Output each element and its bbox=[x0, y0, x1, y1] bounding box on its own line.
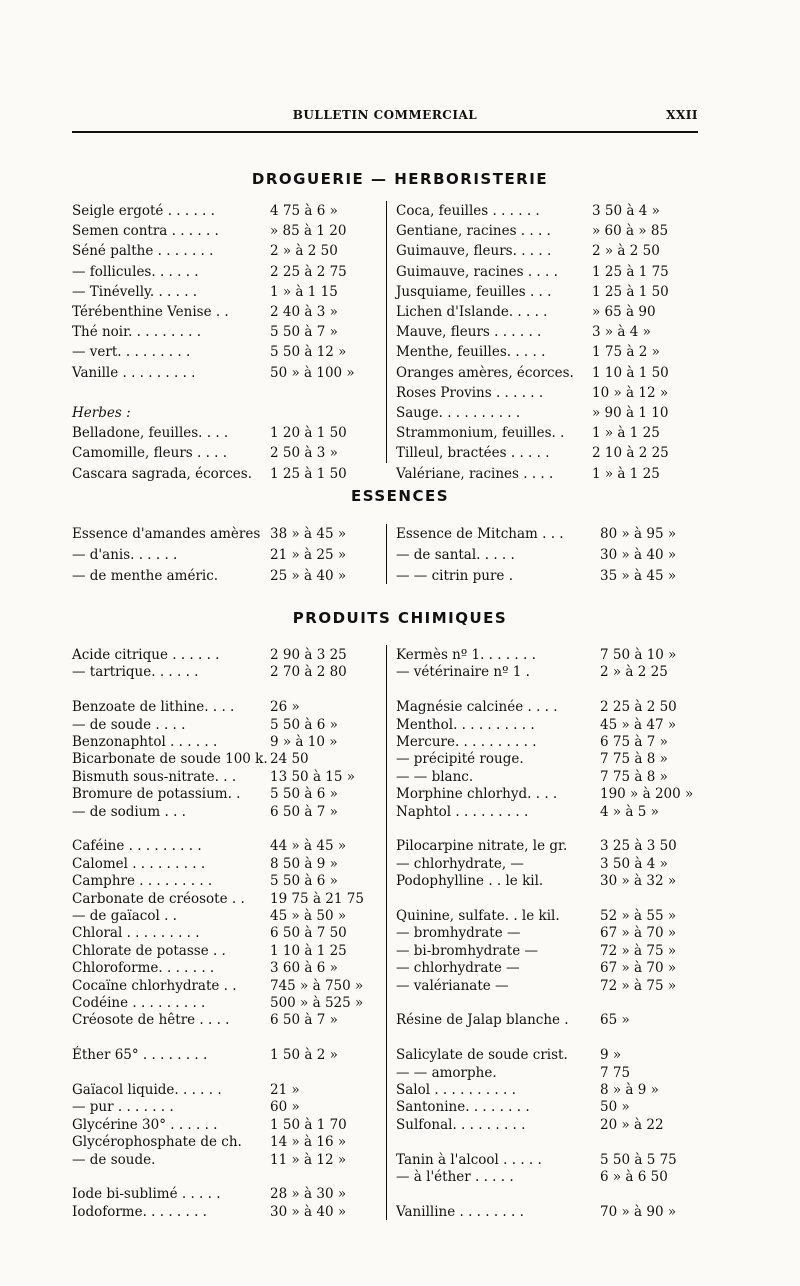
price-range: 10 » à 12 » bbox=[592, 384, 669, 401]
price-row bbox=[72, 423, 372, 443]
product-name: Quinine, sulfate. . le kil. bbox=[396, 908, 560, 924]
price-range: 3 25 à 3 50 bbox=[600, 838, 677, 855]
product-name: Iodoforme. . . . . . . . bbox=[72, 1203, 207, 1220]
price-range: 6 50 à 7 » bbox=[270, 1012, 338, 1029]
product-name: Chloral . . . . . . . . . bbox=[72, 925, 200, 942]
price-row bbox=[72, 1202, 372, 1222]
product-name: Mauve, fleurs . . . . . . bbox=[396, 324, 542, 341]
product-name: Semen contra . . . . . . bbox=[72, 223, 219, 240]
price-range: 30 » à 40 » bbox=[270, 1203, 347, 1220]
product-name: Carbonate de créosote . . bbox=[72, 890, 245, 907]
essences-right-column bbox=[396, 524, 700, 584]
product-name: — — blanc. bbox=[396, 768, 474, 785]
section-title-produits-chimiques: PRODUITS CHIMIQUES bbox=[292, 609, 508, 627]
product-name: — pur . . . . . . . bbox=[72, 1099, 174, 1116]
product-name: — de soude. bbox=[72, 1151, 156, 1168]
price-range: 190 » à 200 » bbox=[600, 786, 694, 803]
price-range: 14 » à 16 » bbox=[270, 1134, 347, 1151]
product-name: Magnésie calcinée . . . . bbox=[396, 699, 558, 716]
product-name: — de menthe améric. bbox=[72, 568, 219, 584]
price-row bbox=[396, 545, 700, 565]
price-range: 3 » à 4 » bbox=[592, 324, 651, 341]
product-name: Guimauve, racines . . . . bbox=[396, 263, 558, 280]
price-range: 5 50 à 12 » bbox=[270, 344, 347, 361]
price-range: 2 90 à 3 25 bbox=[270, 647, 347, 663]
product-name: — d'anis. . . . . . bbox=[72, 547, 178, 563]
price-row bbox=[396, 201, 700, 221]
price-range: 500 » à 525 » bbox=[270, 995, 364, 1011]
price-row bbox=[396, 464, 700, 484]
product-name: — de sodium . . . bbox=[72, 803, 186, 820]
product-name: Gaïacol liquide. . . . . . bbox=[72, 1082, 222, 1098]
price-row bbox=[72, 545, 372, 565]
product-name: Roses Provins . . . . . . bbox=[396, 384, 544, 401]
price-row bbox=[396, 221, 700, 241]
price-row bbox=[72, 302, 372, 322]
product-name: Benzoate de lithine. . . . bbox=[72, 699, 235, 716]
price-range: 6 50 à 7 50 bbox=[270, 925, 347, 942]
product-name: Bicarbonate de soude 100 k. bbox=[72, 751, 268, 768]
product-name: Cocaïne chlorhydrate . . bbox=[72, 977, 237, 994]
produits-left-column bbox=[72, 645, 372, 1225]
price-range: 1 75 à 2 » bbox=[592, 344, 660, 361]
price-range: 5 50 à 7 » bbox=[270, 324, 338, 341]
product-name: Menthe, feuilles. . . . . bbox=[396, 344, 546, 361]
price-range: 1 » à 1 25 bbox=[592, 425, 660, 442]
price-row bbox=[72, 443, 372, 463]
header-rule bbox=[72, 131, 698, 133]
product-name: Guimauve, fleurs. . . . . bbox=[396, 243, 552, 260]
price-range: » 90 à 1 10 bbox=[592, 405, 669, 421]
price-row bbox=[396, 423, 700, 443]
price-range: 45 » à 50 » bbox=[270, 908, 347, 924]
price-row bbox=[72, 566, 372, 586]
price-range: 45 » à 47 » bbox=[600, 716, 677, 733]
price-range: 50 » à 100 » bbox=[270, 364, 355, 381]
price-range: 3 50 à 4 » bbox=[600, 855, 668, 872]
produits-right-column bbox=[396, 645, 700, 1225]
section-title-essences: ESSENCES bbox=[350, 487, 450, 505]
product-name: Camomille, fleurs . . . . bbox=[72, 445, 228, 462]
price-row bbox=[72, 363, 372, 383]
section-title-droguerie: DROGUERIE — HERBORISTERIE bbox=[251, 170, 549, 188]
price-row bbox=[396, 403, 700, 423]
price-range: 1 25 à 1 75 bbox=[592, 263, 669, 280]
product-name: Valériane, racines . . . . bbox=[396, 465, 554, 482]
product-name: — à l'éther . . . . . bbox=[396, 1169, 514, 1185]
bulletin-title: BULLETIN COMMERCIAL bbox=[292, 108, 478, 122]
product-name: — vétérinaire nº 1 . bbox=[396, 664, 530, 681]
product-name: Glycérophosphate de ch. bbox=[72, 1134, 242, 1151]
price-range: 30 » à 40 » bbox=[600, 547, 677, 563]
product-name: Podophylline . . le kil. bbox=[396, 873, 544, 890]
price-row bbox=[72, 221, 372, 241]
running-header bbox=[72, 108, 698, 128]
price-range: 9 » à 10 » bbox=[270, 734, 338, 750]
product-name: Menthol. . . . . . . . . . bbox=[396, 716, 535, 733]
price-row bbox=[396, 302, 700, 322]
product-name: Santonine. . . . . . . . bbox=[396, 1099, 530, 1116]
price-range: 1 25 à 1 50 bbox=[270, 465, 347, 482]
price-range: 1 10 à 1 25 bbox=[270, 942, 347, 959]
product-name: Seigle ergoté . . . . . . bbox=[72, 203, 215, 219]
price-range: 9 » bbox=[600, 1047, 622, 1064]
price-range: 1 50 à 2 » bbox=[270, 1047, 338, 1064]
product-name: Cascara sagrada, écorces. bbox=[72, 465, 253, 482]
price-range: 26 » bbox=[270, 699, 300, 716]
price-row bbox=[72, 383, 372, 403]
column-divider bbox=[386, 645, 387, 1220]
price-row bbox=[396, 363, 700, 383]
price-range: 28 » à 30 » bbox=[270, 1186, 347, 1203]
price-range: 7 75 à 8 » bbox=[600, 751, 668, 768]
price-range: 2 » à 2 25 bbox=[600, 664, 668, 681]
price-range: 745 » à 750 » bbox=[270, 977, 364, 994]
product-name: Calomel . . . . . . . . . bbox=[72, 855, 206, 872]
price-range: 50 » bbox=[600, 1099, 630, 1116]
price-range: 8 50 à 9 » bbox=[270, 855, 338, 872]
product-name: Herbes : bbox=[72, 405, 131, 421]
column-divider bbox=[386, 201, 387, 463]
product-name: Tilleul, bractées . . . . . bbox=[396, 445, 550, 462]
price-range: 2 » à 2 50 bbox=[270, 243, 338, 260]
price-row bbox=[396, 262, 700, 282]
price-range: 52 » à 55 » bbox=[600, 908, 677, 924]
price-row bbox=[72, 322, 372, 342]
price-range: 72 » à 75 » bbox=[600, 977, 677, 994]
price-range: 1 10 à 1 50 bbox=[592, 364, 669, 381]
product-name: Vanille . . . . . . . . . bbox=[72, 364, 196, 381]
product-name: Jusquiame, feuilles . . . bbox=[396, 283, 552, 300]
product-name: Salol . . . . . . . . . . bbox=[396, 1082, 516, 1098]
price-range: 25 » à 40 » bbox=[270, 568, 347, 584]
product-name: Caféine . . . . . . . . . bbox=[72, 838, 202, 855]
product-name: Belladone, feuilles. . . . bbox=[72, 425, 229, 442]
price-range: 7 50 à 10 » bbox=[600, 647, 677, 663]
price-range: 2 10 à 2 25 bbox=[592, 445, 669, 462]
price-range: 2 70 à 2 80 bbox=[270, 664, 347, 681]
price-row bbox=[72, 262, 372, 282]
price-row bbox=[72, 282, 372, 302]
product-name: Strammonium, feuilles. . bbox=[396, 425, 565, 442]
price-row bbox=[396, 322, 700, 342]
product-name: Essence d'amandes amères bbox=[72, 526, 261, 542]
price-row bbox=[396, 524, 700, 544]
droguerie-left-column bbox=[72, 201, 372, 481]
product-name: Oranges amères, écorces. bbox=[396, 364, 574, 381]
price-row bbox=[396, 1202, 700, 1222]
price-range: 6 » à 6 50 bbox=[600, 1169, 668, 1185]
price-range: 7 75 à 8 » bbox=[600, 768, 668, 785]
product-name: Chloroforme. . . . . . . bbox=[72, 960, 215, 977]
price-row bbox=[396, 383, 700, 403]
price-range: 2 40 à 3 » bbox=[270, 304, 338, 320]
price-range: 60 » bbox=[270, 1099, 300, 1116]
product-name: Séné palthe . . . . . . . bbox=[72, 243, 214, 260]
product-name: — chlorhydrate — bbox=[396, 960, 520, 977]
price-row bbox=[396, 282, 700, 302]
price-range: 8 » à 9 » bbox=[600, 1082, 659, 1098]
price-range: 21 » à 25 » bbox=[270, 547, 347, 563]
price-range: 2 » à 2 50 bbox=[592, 243, 660, 260]
product-name: Benzonaphtol . . . . . . bbox=[72, 734, 218, 750]
page-number: XXII bbox=[666, 108, 698, 122]
product-name: Tanin à l'alcool . . . . . bbox=[396, 1151, 542, 1168]
product-name: Pilocarpine nitrate, le gr. bbox=[396, 838, 568, 855]
price-row bbox=[396, 443, 700, 463]
price-range: 20 » à 22 bbox=[600, 1116, 664, 1133]
price-range: 67 » à 70 » bbox=[600, 925, 677, 942]
price-range: 1 » à 1 25 bbox=[592, 465, 660, 482]
product-name: — bromhydrate — bbox=[396, 925, 521, 942]
price-range: 2 25 à 2 75 bbox=[270, 263, 347, 280]
price-row bbox=[72, 241, 372, 261]
price-range: » 85 à 1 20 bbox=[270, 223, 347, 240]
price-range: 65 » bbox=[600, 1012, 630, 1029]
price-row bbox=[396, 342, 700, 362]
price-row bbox=[396, 566, 700, 586]
product-name: Essence de Mitcham . . . bbox=[396, 526, 564, 542]
product-name: — — citrin pure . bbox=[396, 568, 514, 584]
product-name: — tartrique. . . . . . bbox=[72, 664, 199, 681]
product-name: Térébenthine Venise . . bbox=[72, 304, 229, 320]
product-name: — valérianate — bbox=[396, 977, 509, 994]
price-range: 1 25 à 1 50 bbox=[592, 283, 669, 300]
price-range: » 65 à 90 bbox=[592, 304, 656, 320]
price-range: 19 75 à 21 75 bbox=[270, 890, 364, 907]
price-range: 44 » à 45 » bbox=[270, 838, 347, 855]
product-name: Bismuth sous-nitrate. . . bbox=[72, 768, 237, 785]
price-range: 5 50 à 6 » bbox=[270, 716, 338, 733]
product-name: Morphine chlorhyd. . . . bbox=[396, 786, 558, 803]
price-range: 35 » à 45 » bbox=[600, 568, 677, 584]
product-name: Salicylate de soude crist. bbox=[396, 1047, 568, 1064]
product-name: Bromure de potassium. . bbox=[72, 786, 241, 803]
price-range: 72 » à 75 » bbox=[600, 942, 677, 959]
product-name: — de santal. . . . . bbox=[396, 547, 515, 563]
product-name: Sauge. . . . . . . . . . bbox=[396, 405, 521, 421]
product-name: — de gaïacol . . bbox=[72, 908, 177, 924]
column-divider bbox=[386, 524, 387, 584]
price-range: 67 » à 70 » bbox=[600, 960, 677, 977]
price-range: 7 75 bbox=[600, 1064, 631, 1081]
price-range: 1 50 à 1 70 bbox=[270, 1116, 347, 1133]
price-range: 4 75 à 6 » bbox=[270, 203, 338, 219]
product-name: Kermès nº 1. . . . . . . bbox=[396, 647, 536, 663]
product-name: Coca, feuilles . . . . . . bbox=[396, 203, 540, 219]
price-row bbox=[72, 464, 372, 484]
product-name: Vanilline . . . . . . . . bbox=[396, 1203, 524, 1220]
product-name: Thé noir. . . . . . . . . bbox=[72, 324, 202, 341]
price-row bbox=[72, 201, 372, 221]
price-range: 6 75 à 7 » bbox=[600, 734, 668, 750]
price-range: 30 » à 32 » bbox=[600, 873, 677, 890]
price-range: 11 » à 12 » bbox=[270, 1151, 347, 1168]
price-range: 24 50 bbox=[270, 751, 309, 768]
price-range: 2 25 à 2 50 bbox=[600, 699, 677, 716]
product-name: Camphre . . . . . . . . . bbox=[72, 873, 213, 890]
product-name: — de soude . . . . bbox=[72, 716, 186, 733]
product-name: Glycérine 30° . . . . . . bbox=[72, 1116, 218, 1133]
product-name: Lichen d'Islande. . . . . bbox=[396, 304, 548, 320]
price-range: 2 50 à 3 » bbox=[270, 445, 338, 462]
price-range: 3 60 à 6 » bbox=[270, 960, 338, 977]
price-range: 3 50 à 4 » bbox=[592, 203, 660, 219]
product-name: — chlorhydrate, — bbox=[396, 855, 524, 872]
product-name: Iode bi-sublimé . . . . . bbox=[72, 1186, 221, 1203]
product-name: — bi-bromhydrate — bbox=[396, 942, 539, 959]
product-name: Sulfonal. . . . . . . . . bbox=[396, 1116, 526, 1133]
price-range: 4 » à 5 » bbox=[600, 803, 659, 820]
product-name: — follicules. . . . . . bbox=[72, 263, 199, 280]
product-name: — — amorphe. bbox=[396, 1064, 497, 1081]
product-name: Naphtol . . . . . . . . . bbox=[396, 803, 529, 820]
price-range: 80 » à 95 » bbox=[600, 526, 677, 542]
price-range: » 60 à » 85 bbox=[592, 223, 669, 240]
price-range: 1 » à 1 15 bbox=[270, 283, 338, 300]
droguerie-right-column bbox=[396, 201, 700, 481]
product-name: — vert. . . . . . . . . bbox=[72, 344, 191, 361]
price-row bbox=[72, 403, 372, 423]
price-range: 5 50 à 6 » bbox=[270, 873, 338, 890]
price-range: 13 50 à 15 » bbox=[270, 768, 356, 785]
price-range: 6 50 à 7 » bbox=[270, 803, 338, 820]
essences-left-column bbox=[72, 524, 372, 584]
product-name: Éther 65° . . . . . . . . bbox=[72, 1047, 208, 1064]
product-name: — Tinévelly. . . . . . bbox=[72, 283, 198, 300]
price-row bbox=[72, 342, 372, 362]
product-name: Gentiane, racines . . . . bbox=[396, 223, 551, 240]
price-range: 5 50 à 6 » bbox=[270, 786, 338, 803]
product-name: Créosote de hêtre . . . . bbox=[72, 1012, 230, 1029]
product-name: Codéine . . . . . . . . . bbox=[72, 995, 206, 1011]
price-range: 38 » à 45 » bbox=[270, 526, 347, 542]
price-row bbox=[72, 524, 372, 544]
price-row bbox=[396, 241, 700, 261]
price-range: 1 20 à 1 50 bbox=[270, 425, 347, 442]
product-name: — précipité rouge. bbox=[396, 751, 524, 768]
price-range: 70 » à 90 » bbox=[600, 1203, 677, 1220]
product-name: Chlorate de potasse . . bbox=[72, 942, 226, 959]
product-name: Mercure. . . . . . . . . . bbox=[396, 734, 537, 750]
price-range: 5 50 à 5 75 bbox=[600, 1151, 677, 1168]
price-range: 21 » bbox=[270, 1082, 300, 1098]
product-name: Acide citrique . . . . . . bbox=[72, 647, 220, 663]
product-name: Résine de Jalap blanche . bbox=[396, 1012, 569, 1029]
